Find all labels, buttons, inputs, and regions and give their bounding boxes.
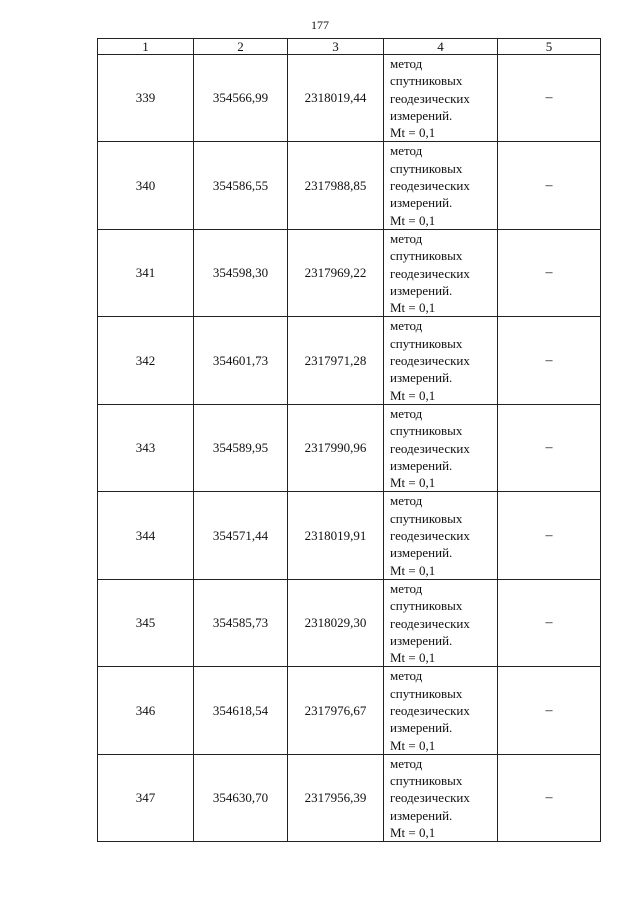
method-line: метод [390,143,423,159]
y-coordinate-cell: 2317969,22 [288,229,384,316]
table-body [98,55,601,842]
method-line: геодезических [390,90,470,106]
header-col-4: 4 [384,39,498,55]
method-line: метод [390,668,423,684]
x-coordinate-cell: 354589,95 [194,404,288,491]
method-line: спутниковых [390,510,463,526]
y-coordinate-cell: 2318029,30 [288,579,384,666]
coordinates-table [97,38,601,842]
method-line: измерений. [390,545,453,561]
x-coordinate-cell: 354585,73 [194,579,288,666]
table-row [98,754,601,841]
table-row [98,229,601,316]
method-line: Mt = 0,1 [390,300,436,316]
method-line: измерений. [390,457,453,473]
table-row [98,142,601,229]
method-line: спутниковых [390,335,463,351]
description-cell: – [498,667,601,754]
x-coordinate-cell: 354571,44 [194,492,288,579]
description-cell: – [498,142,601,229]
method-line: спутниковых [390,160,463,176]
method-line: измерений. [390,195,453,211]
table-row [98,404,601,491]
method-line: геодезических [390,615,470,631]
table-row [98,55,601,142]
method-line: метод [390,318,423,334]
y-coordinate-cell: 2317976,67 [288,667,384,754]
method-cell [384,142,498,229]
page-number: 177 [311,18,329,32]
method-cell [384,55,498,142]
x-coordinate-cell: 354630,70 [194,754,288,841]
method-line: Mt = 0,1 [390,387,436,403]
table-row [98,579,601,666]
method-line: Mt = 0,1 [390,475,436,491]
x-coordinate-cell: 354566,99 [194,55,288,142]
method-line: метод [390,230,423,246]
method-line: спутниковых [390,423,463,439]
method-line: измерений. [390,632,453,648]
method-line: измерений. [390,720,453,736]
method-line: Mt = 0,1 [390,562,436,578]
header-row [98,39,601,55]
point-number-cell: 339 [98,55,194,142]
method-line: метод [390,405,423,421]
method-line: метод [390,493,423,509]
description-cell: – [498,229,601,316]
point-number-cell: 342 [98,317,194,404]
x-coordinate-cell: 354601,73 [194,317,288,404]
y-coordinate-cell: 2317988,85 [288,142,384,229]
method-cell [384,754,498,841]
description-cell: – [498,317,601,404]
y-coordinate-cell: 2318019,91 [288,492,384,579]
method-line: Mt = 0,1 [390,825,436,841]
description-cell: – [498,754,601,841]
point-number-cell: 346 [98,667,194,754]
x-coordinate-cell: 354618,54 [194,667,288,754]
header-col-2: 2 [194,39,288,55]
description-cell: – [498,55,601,142]
description-cell: – [498,404,601,491]
y-coordinate-cell: 2318019,44 [288,55,384,142]
method-line: измерений. [390,370,453,386]
point-number-cell: 344 [98,492,194,579]
method-cell [384,229,498,316]
method-cell [384,492,498,579]
method-line: Mt = 0,1 [390,737,436,753]
description-cell: – [498,492,601,579]
method-line: метод [390,580,423,596]
table-row [98,317,601,404]
point-number-cell: 340 [98,142,194,229]
method-line: геодезических [390,353,470,369]
y-coordinate-cell: 2317956,39 [288,754,384,841]
method-cell [384,579,498,666]
y-coordinate-cell: 2317971,28 [288,317,384,404]
method-cell [384,404,498,491]
method-line: Mt = 0,1 [390,125,436,141]
description-cell: – [498,579,601,666]
method-line: метод [390,56,423,71]
method-cell [384,667,498,754]
header-col-5: 5 [498,39,601,55]
method-line: спутниковых [390,598,463,614]
method-line: измерений. [390,282,453,298]
header-col-3: 3 [288,39,384,55]
point-number-cell: 343 [98,404,194,491]
x-coordinate-cell: 354586,55 [194,142,288,229]
method-line: спутниковых [390,773,463,789]
method-cell [384,317,498,404]
method-line: спутниковых [390,248,463,264]
point-number-cell: 341 [98,229,194,316]
method-line: геодезических [390,440,470,456]
y-coordinate-cell: 2317990,96 [288,404,384,491]
point-number-cell: 345 [98,579,194,666]
method-line: измерений. [390,107,453,123]
method-line: измерений. [390,807,453,823]
method-line: геодезических [390,702,470,718]
header-col-1: 1 [98,39,194,55]
method-line: геодезических [390,790,470,806]
table-row [98,492,601,579]
method-line: Mt = 0,1 [390,650,436,666]
x-coordinate-cell: 354598,30 [194,229,288,316]
method-line: метод [390,755,423,771]
point-number-cell: 347 [98,754,194,841]
table-row [98,667,601,754]
method-line: геодезических [390,528,470,544]
method-line: геодезических [390,265,470,281]
method-line: Mt = 0,1 [390,212,436,228]
method-line: спутниковых [390,73,463,89]
method-line: спутниковых [390,685,463,701]
method-line: геодезических [390,178,470,194]
